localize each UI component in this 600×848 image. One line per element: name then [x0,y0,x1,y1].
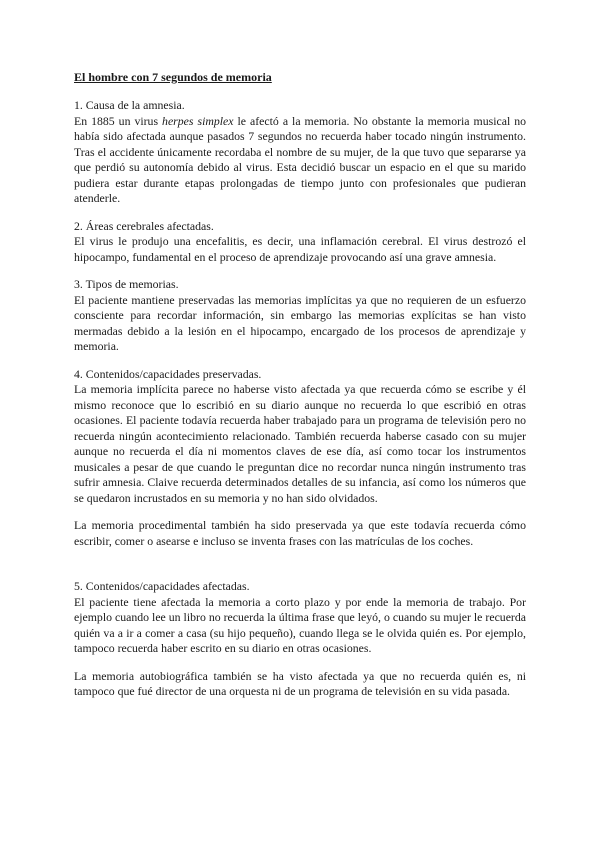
section-causa [74,98,526,207]
section-heading: 1. Causa de la amnesia. [74,98,185,112]
section-body [74,114,526,207]
section-body-extra: La memoria procedimental también ha sido preservada ya que este todavía recuerda cómo escribir, comer o asearse e incluso se inventa frases con las matrículas de los coches. [74,518,526,548]
document-title: El hombre con 7 segundos de memoria [74,70,272,84]
section-heading: 5. Contenidos/capacidades afectadas. [74,579,250,593]
section-body-extra: La memoria autobiográfica también se ha visto afectada ya que no recuerda quién es, ni tampoco que fué director de una orquesta ni de un programa de televisión en su vida pasada. [74,668,526,698]
body-text: le afectó a la memoria. No obstante la memoria musical no había sido afectada aunque pasados 7 segundos no recuerda haber tocado ningún instrumento. Tras el accidente únicamente recordaba el nombre de su mujer, de la que tuvo que separarse ya que perdió su autonomía debido al virus. Esta decidió buscar un espacio en el que su marido pudiera estar durante etapas prolongadas de tiempo junto con profesionales que pudieran atenderle. [74,113,527,205]
section-tipos [74,277,526,355]
section-areas [74,219,526,266]
section-preservadas [74,367,526,550]
section-heading: 2. Áreas cerebrales afectadas. [74,218,214,233]
virus-name: herpes simplex [162,113,234,128]
section-body: El paciente mantiene preservadas las memorias implícitas ya que no requieren de un esfuerzo consciente para recordar información, sin embargo las memorias explícitas se han visto mermadas debido a la lesión en el hipocampo, encargado de los procesos de aprendizaje y memoria. [74,292,526,353]
section-afectadas [74,579,526,700]
spacer [74,561,526,579]
section-body: La memoria implícita parece no haberse visto afectada ya que recuerda cómo se escribe y él mismo reconoce que lo escribió en su diario aunque no recuerda lo que escribió en otras ocasiones. El paciente todavía recuerda haber trabajado para un programa de televisión pero no recuerda ningún acontecimiento relacionado. También recuerda haberse casado con su mujer aunque no recuerda el día ni momentos claves de ese día, así como tocar los instrumentos musicales a pesar de que cuando le preguntan dice no recordar nunca ningún instrumento tras sufrir amnesia. Claive recuerda determinados detalles de su infancia, así como los números que se quedaron incrustados en su memoria y no han sido olvidados. [74,382,526,505]
section-heading: 4. Contenidos/capacidades preservadas. [74,366,262,381]
section-body: El virus le produjo una encefalitis, es decir, una inflamación cerebral. El virus destrozó el hipocampo, fundamental en el proceso de aprendizaje provocando así una grave amnesia. [74,234,526,264]
section-body: El paciente tiene afectada la memoria a corto plazo y por ende la memoria de trabajo. Por ejemplo cuando lee un libro no recuerda la última frase que leyó, o cuando su mujer le recuerda quién va a ir a comer a casa (su hijo pequeño), cuando llega se le olvida quién es. Por ejemplo, tampoco recuerda haber escrito en su diario en otras ocasiones. [74,594,526,655]
section-heading: 3. Tipos de memorias. [74,277,179,291]
body-text: En 1885 un virus [74,113,163,128]
